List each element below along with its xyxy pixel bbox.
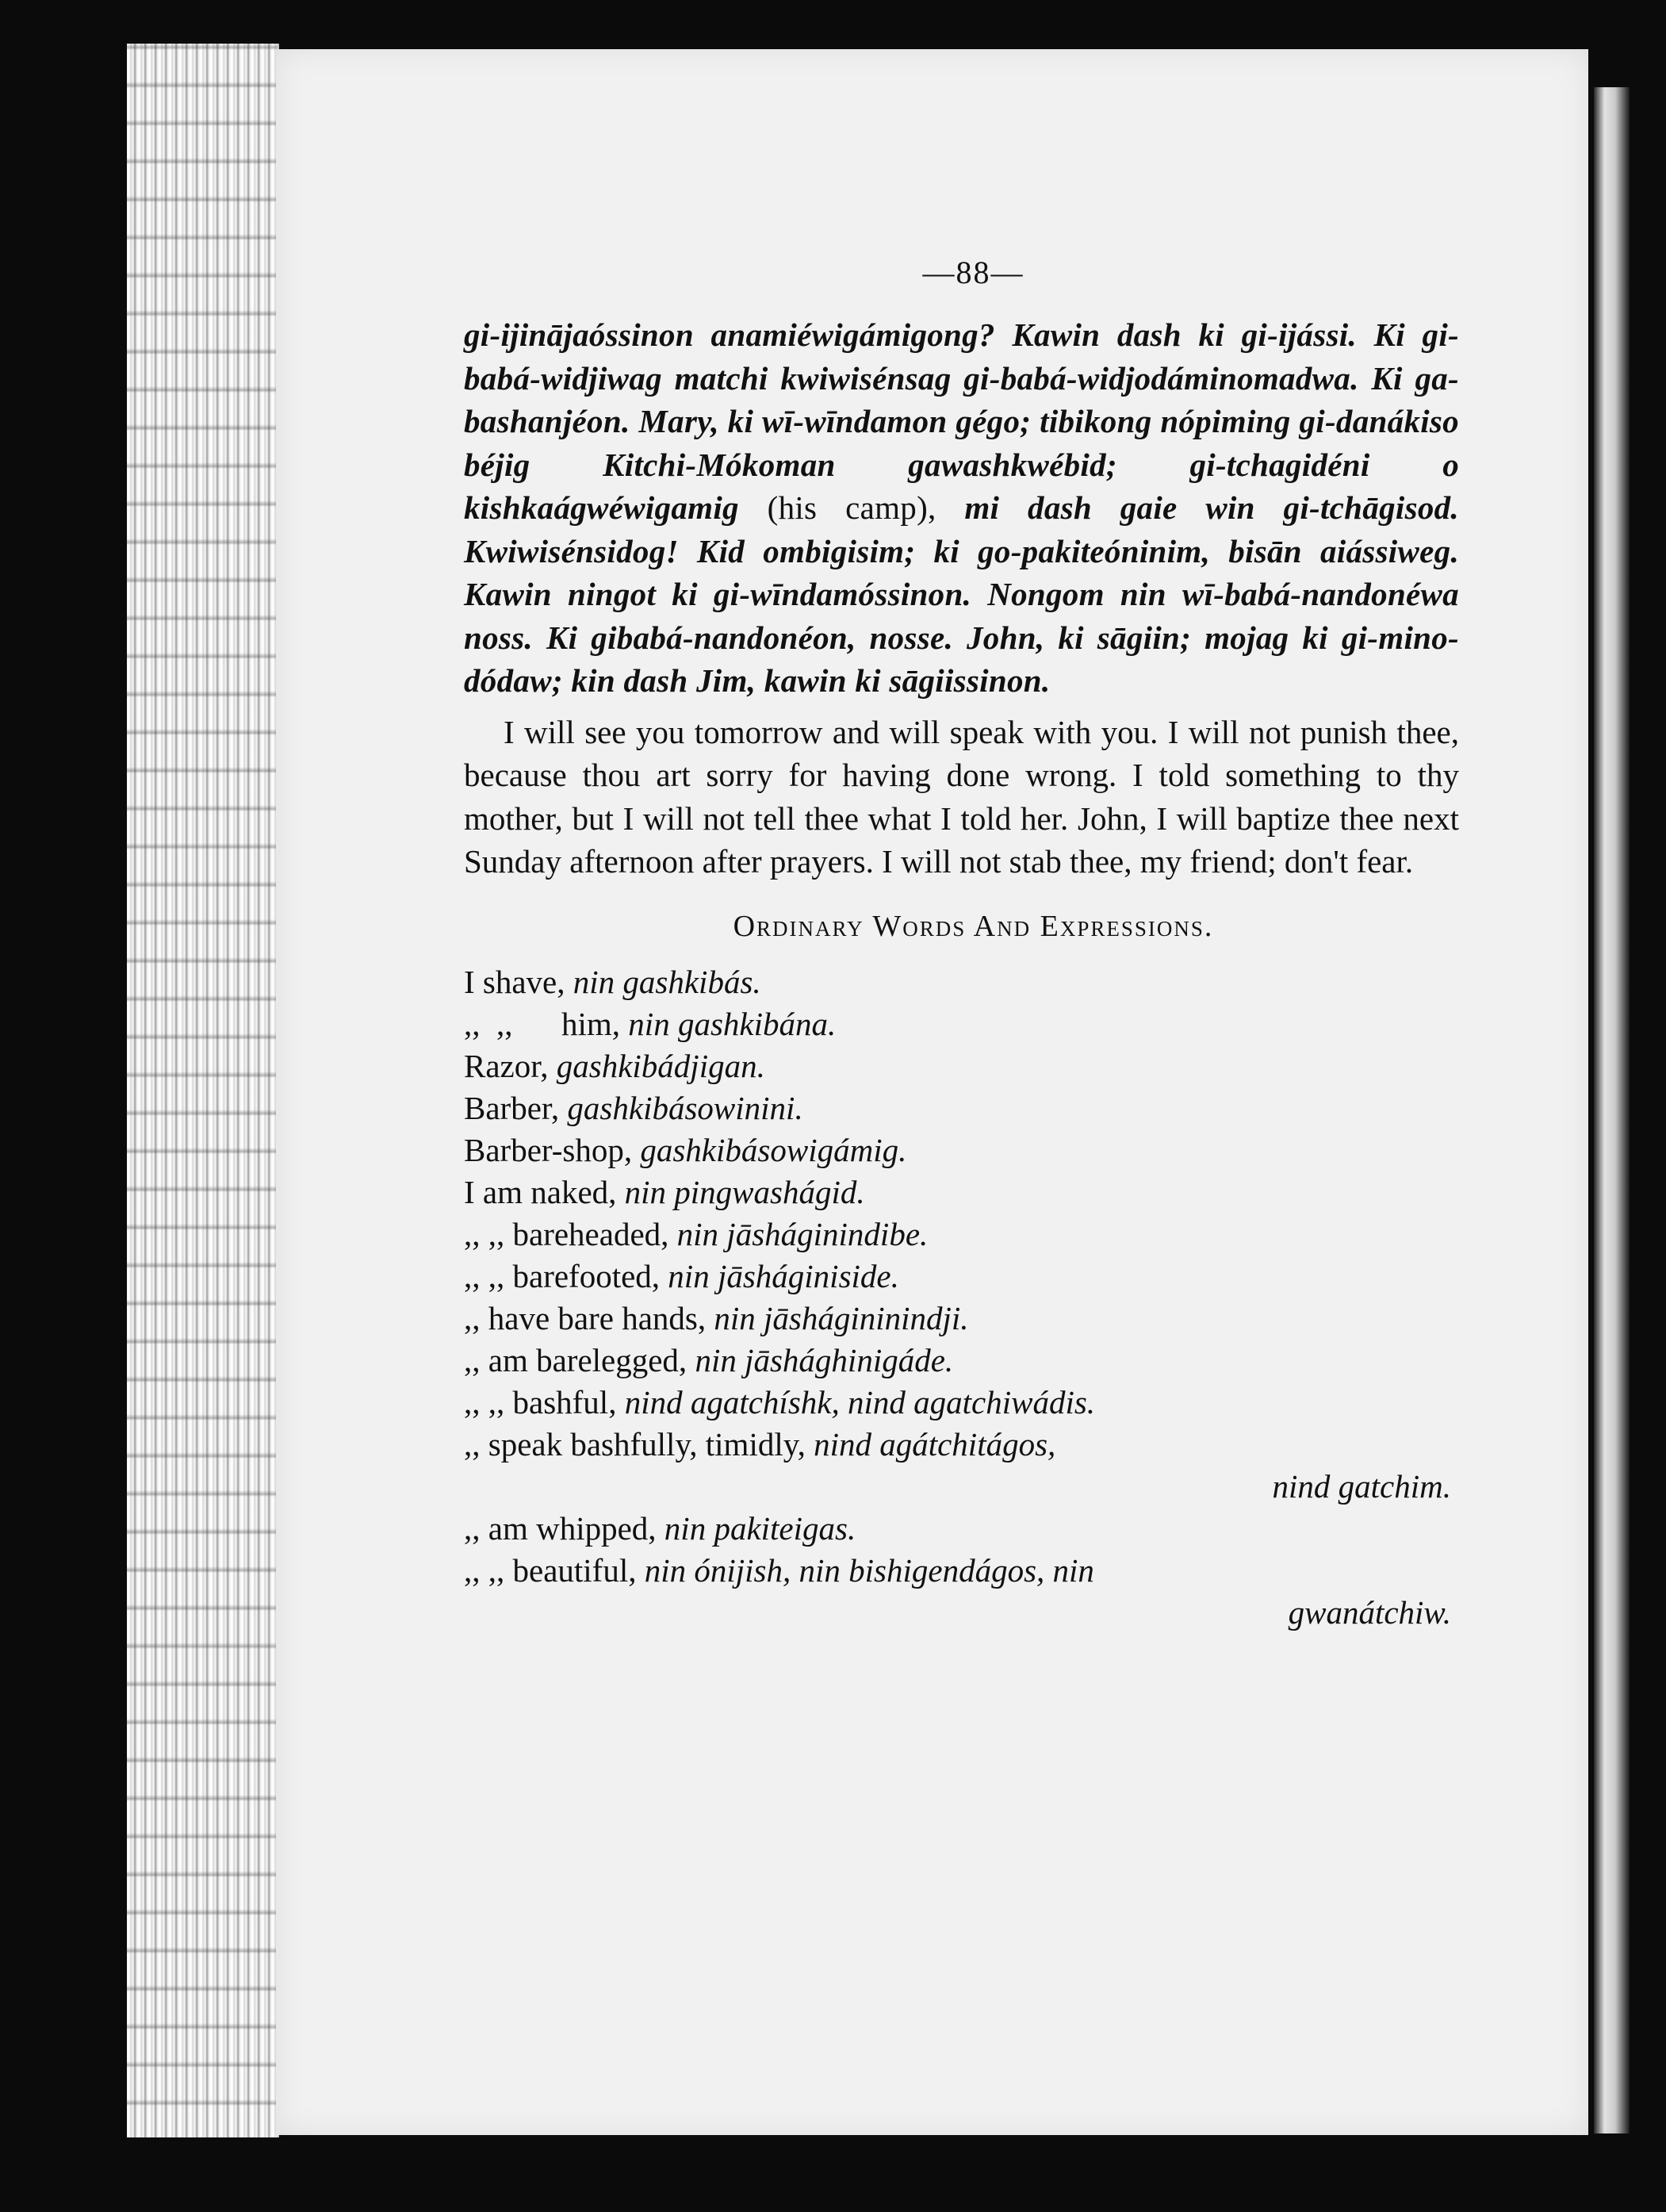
vocab-english: ,, ,, beautiful, [464,1551,637,1589]
ojibwe-gloss: (his camp), [767,489,936,526]
vocabulary-list [464,961,1459,1634]
vocab-entry [464,1003,1459,1045]
vocab-ojibwe: gashkibádjigan. [556,1047,765,1084]
vocab-english: ,, ,, bareheaded, [464,1215,669,1252]
vocab-english: ,, am whipped, [464,1509,657,1547]
vocab-english: ,, am barelegged, [464,1341,687,1378]
section-heading: Ordinary Words And Expressions. [733,909,1214,943]
vocab-entry [464,1508,1459,1550]
vocab-continuation: gwanátchiw. [1288,1593,1451,1631]
ojibwe-paragraph [464,313,1459,703]
page-content [464,254,1459,1634]
vocab-english: ,, have bare hands, [464,1299,707,1336]
english-paragraph: I will see you tomorrow and will speak with you. I will not punish thee, because thou art sorry for having done wrong. I told something to thy mother, but I will not tell thee what I told her. John, I will baptize thee next Sunday afternoon after prayers. I will not stab thee, my friend; don't fear. [464,713,1459,880]
vocab-ojibwe: nin jāshágininindji. [714,1299,969,1336]
vocab-ojibwe: nin ónijish, nin bishigendágos, nin [644,1551,1094,1589]
ojibwe-text-part-1: gi-ijinājaóssinon anamiéwigámigong? Kawin dash ki gi-ijássi. Ki gi-babá-widjiwag matchi kwiwisénsag gi-babá-widjodáminomadwa. Ki ga-bashanjéon. Mary, ki wī-wīndamon gégo; tibikong nópiming gi-danákiso béjig Kitchi-Mókoman gawashkwébid; gi-tchagidéni o kishkaágwéwigamig [464,316,1459,526]
page-number: —88— [922,255,1024,290]
vocab-english: ,, speak bashfully, timidly, [464,1425,806,1463]
vocab-ojibwe: gashkibásowinini. [567,1089,803,1126]
vocab-entry [464,1298,1459,1340]
vocab-ojibwe: nin gashkibána. [628,1005,837,1042]
vocab-english: I shave, [464,963,565,1000]
vocab-english: ,, ,, barefooted, [464,1257,661,1294]
vocab-ojibwe: gashkibásowigámig. [640,1131,907,1168]
vocab-english: Barber-shop, [464,1131,633,1168]
vocab-entry [464,1340,1459,1382]
book-right-edge [1594,87,1630,2133]
vocab-entry [464,1087,1459,1129]
ojibwe-text-part-2: mi dash gaie win gi-tchāgisod. Kwiwisénsidog! Kid ombigisim; ki go-pakiteóninim, bisān aiássiweg. Kawin ningot ki gi-wīndamóssinon. Nongom nin wī-babá-nandonéwa noss. Ki gibabá-nandonéon, nosse. John, ki sāgiin; mojag ki gi-mino-dódaw; kin dash Jim, kawin ki sāgiissinon. [464,489,1459,699]
vocab-entry [464,1424,1459,1508]
vocab-ojibwe: nin jāsháginindibe. [676,1215,929,1252]
vocab-ojibwe: nind agatchíshk, nind agatchiwádis. [624,1383,1096,1420]
vocab-entry [464,961,1459,1003]
book-page-edges [127,44,279,2137]
vocab-entry [464,1045,1459,1087]
vocab-english: I am naked, [464,1173,617,1210]
vocab-entry [464,1550,1459,1634]
vocab-entry [464,1256,1459,1298]
vocab-ojibwe: nin pingwashágid. [624,1173,865,1210]
vocab-entry [464,1171,1459,1213]
vocab-continuation: nind gatchim. [1272,1467,1451,1505]
vocab-ojibwe: nin jāshághinigáde. [695,1341,954,1378]
vocab-english: ,, ,, bashful, [464,1383,617,1420]
vocab-entry [464,1213,1459,1256]
vocab-entry [464,1382,1459,1424]
vocab-ojibwe: nin gashkibás. [573,963,761,1000]
vocab-ojibwe: nin pakiteigas. [664,1509,856,1547]
vocab-ojibwe: nin jāsháginiside. [668,1257,899,1294]
vocab-english: ,, ,, him, [464,1005,621,1042]
vocab-english: Barber, [464,1089,560,1126]
vocab-ojibwe: nind agátchitágos, [814,1425,1056,1463]
vocab-entry [464,1129,1459,1171]
vocab-english: Razor, [464,1047,549,1084]
